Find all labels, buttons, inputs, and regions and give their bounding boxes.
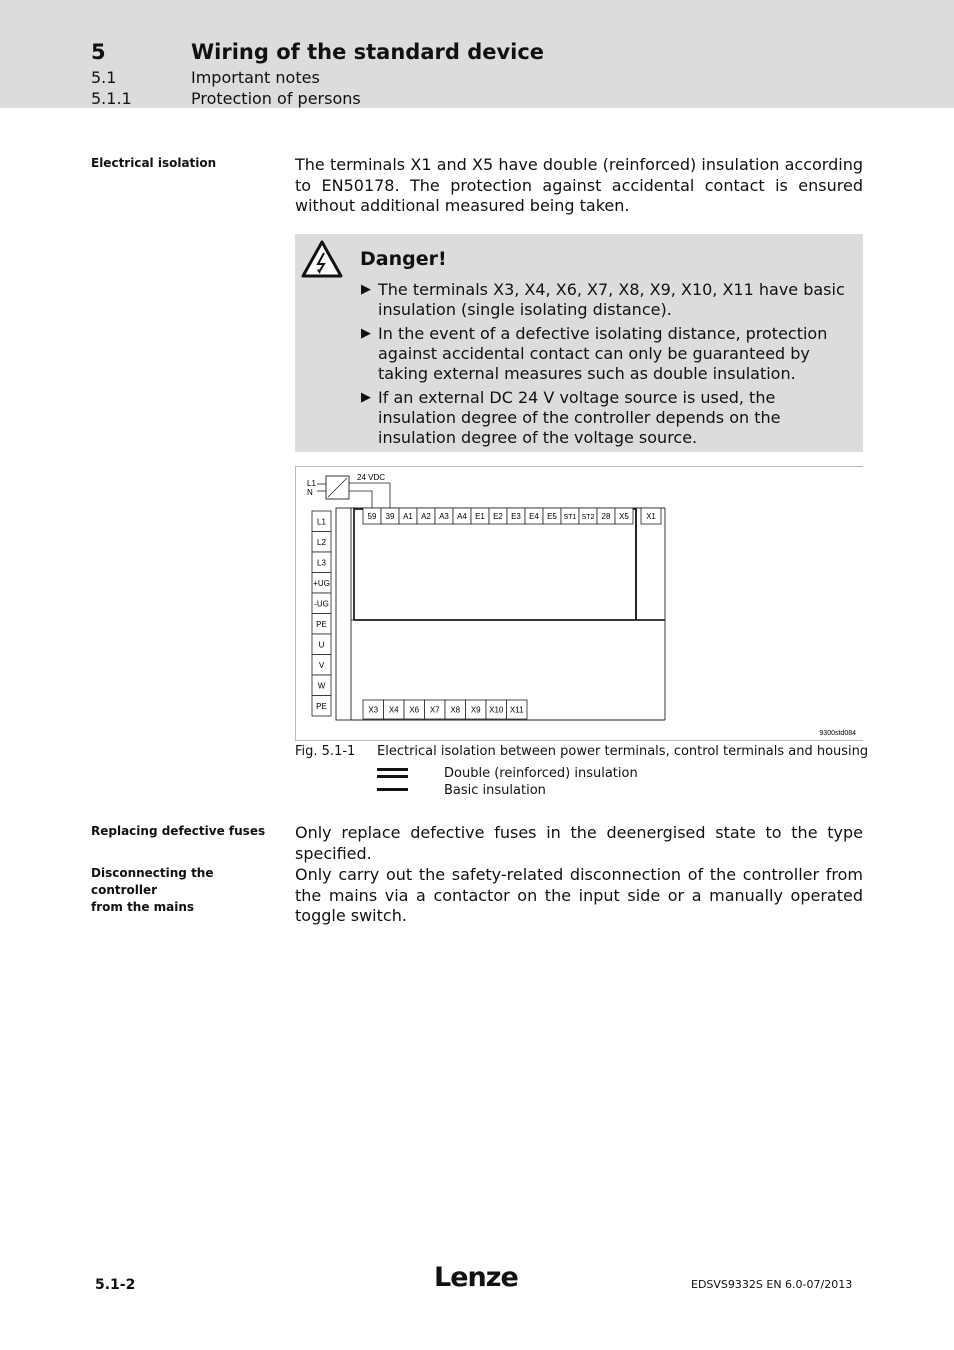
x1-terminal	[641, 508, 661, 524]
danger-list	[361, 280, 851, 452]
control-connector	[384, 700, 405, 719]
control-terminal-label: E4	[529, 512, 539, 521]
control-connector	[445, 700, 466, 719]
legend-double-line	[377, 768, 408, 771]
power-terminal-label: W	[317, 681, 326, 691]
text-disconnecting: Only carry out the safety-related disconnection of the controller from the mains via a contactor on the input side or a manually operated toggle switch.	[295, 865, 863, 925]
bullet-arrow-icon: ▶	[361, 390, 371, 405]
warning-high-voltage-icon	[301, 240, 343, 278]
chapter-number: 5	[91, 40, 106, 64]
power-terminal	[312, 593, 331, 614]
section-number: 5.1	[91, 68, 117, 87]
isolation-diagram	[295, 466, 863, 741]
legend-basic-text: Basic insulation	[444, 783, 546, 798]
power-terminal-label: L2	[317, 537, 326, 547]
control-terminal-label: E2	[493, 512, 503, 521]
control-connector-label: X7	[429, 705, 440, 715]
section-title: Important notes	[191, 68, 320, 87]
control-connector	[363, 700, 384, 719]
control-terminal	[453, 508, 471, 524]
text-electrical-isolation: The terminals X1 and X5 have double (reinforced) insulation according to EN50178. The protection against accidental contact is ensured without additional measured being taken.	[295, 155, 863, 215]
control-terminal	[381, 508, 399, 524]
control-terminal-label: A4	[457, 512, 467, 521]
power-terminal-label: L1	[317, 517, 326, 527]
brand-logo: Lenze	[434, 1262, 518, 1293]
power-terminal	[312, 573, 331, 594]
power-terminal	[312, 634, 331, 655]
control-terminal-label: 28	[601, 512, 611, 521]
control-terminal	[363, 508, 381, 524]
power-terminal	[312, 696, 331, 717]
power-terminal-label: +UG	[313, 578, 330, 588]
x1-terminal-label: X1	[646, 512, 656, 521]
control-connector	[466, 700, 487, 719]
control-terminal-label: 39	[385, 512, 395, 521]
control-connector	[507, 700, 528, 719]
power-terminal	[312, 675, 331, 696]
control-terminal	[579, 508, 597, 524]
power-terminal	[312, 655, 331, 676]
control-terminal-label: A3	[439, 512, 449, 521]
control-terminal-label: ST2	[581, 514, 595, 521]
danger-item: ▶ The terminals X3, X4, X6, X7, X8, X9, X10, X11 have basic insulation (single isolating distance).	[361, 280, 845, 319]
control-terminal-label: E1	[475, 512, 485, 521]
control-terminal	[507, 508, 525, 524]
footer-page-number: 5.1-2	[95, 1277, 136, 1293]
control-connector-label: X10	[489, 705, 504, 715]
label-electrical-isolation: Electrical isolation	[91, 156, 217, 170]
power-terminal-label: U	[318, 640, 325, 650]
control-connector-label: X3	[368, 705, 379, 715]
power-terminal	[312, 532, 331, 553]
power-terminal-label: PE	[316, 701, 327, 711]
power-terminal-label: V	[318, 660, 325, 670]
control-terminal-label: A1	[403, 512, 413, 521]
label-replacing-fuses: Replacing defective fuses	[91, 824, 266, 838]
control-connector-label: X8	[450, 705, 461, 715]
bullet-arrow-icon: ▶	[361, 326, 371, 341]
power-terminal-label: -UG	[314, 599, 329, 609]
supply-n-label: N	[307, 488, 313, 497]
control-connector	[404, 700, 425, 719]
control-terminal	[543, 508, 561, 524]
subsection-title: Protection of persons	[191, 89, 361, 108]
power-terminal	[312, 614, 331, 635]
legend-double-text: Double (reinforced) insulation	[444, 766, 638, 781]
supply-voltage-label: 24 VDC	[357, 473, 386, 482]
danger-item: ▶ If an external DC 24 V voltage source is used, the insulation degree of the controller depends on the insulation degree of the voltage source.	[361, 388, 781, 447]
control-terminal	[417, 508, 435, 524]
control-terminal	[435, 508, 453, 524]
power-terminal-label: PE	[316, 619, 327, 629]
control-connector-label: X11	[509, 705, 524, 715]
control-terminal-label: A2	[421, 512, 431, 521]
control-terminal	[471, 508, 489, 524]
text-replacing-fuses: Only replace defective fuses in the deenergised state to the type specified.	[295, 823, 863, 863]
control-terminal-label: E5	[547, 512, 557, 521]
subsection-number: 5.1.1	[91, 89, 132, 108]
control-connector	[425, 700, 446, 719]
control-terminal	[489, 508, 507, 524]
control-connector-label: X4	[388, 705, 399, 715]
diagram-image-code: 9300std084	[819, 730, 856, 737]
control-connector-label: X6	[409, 705, 420, 715]
control-terminal	[399, 508, 417, 524]
control-terminal	[525, 508, 543, 524]
footer-doc-id: EDSVS9332S EN 6.0-07/2013	[691, 1278, 853, 1291]
legend-basic-line	[377, 788, 408, 791]
control-terminal-label: 59	[367, 512, 377, 521]
supply-l1-label: L1	[307, 479, 316, 488]
danger-title: Danger!	[360, 248, 447, 270]
control-connector	[486, 700, 507, 719]
chapter-title: Wiring of the standard device	[191, 40, 545, 64]
bullet-arrow-icon: ▶	[361, 282, 371, 297]
control-connector-label: X9	[470, 705, 481, 715]
control-terminal-label: ST1	[563, 514, 577, 521]
control-terminal-label: X5	[619, 512, 629, 521]
legend-double-line-2	[377, 775, 408, 778]
power-terminal	[312, 552, 331, 573]
figure-caption: Electrical isolation between power terminals, control terminals and housing	[377, 744, 869, 759]
danger-item: ▶ In the event of a defective isolating distance, protection against accidental contact can only be guaranteed by taking external measures such as double insulation.	[361, 324, 828, 383]
control-terminal	[615, 508, 633, 524]
danger-box	[295, 234, 863, 452]
label-disconnecting: Disconnecting the controller from the mains	[91, 866, 214, 914]
control-terminal	[597, 508, 615, 524]
power-terminal-label: L3	[317, 558, 326, 568]
power-terminal	[312, 511, 331, 532]
control-terminal	[561, 508, 579, 524]
control-terminal-label: E3	[511, 512, 521, 521]
figure-label: Fig. 5.1-1	[295, 744, 356, 759]
